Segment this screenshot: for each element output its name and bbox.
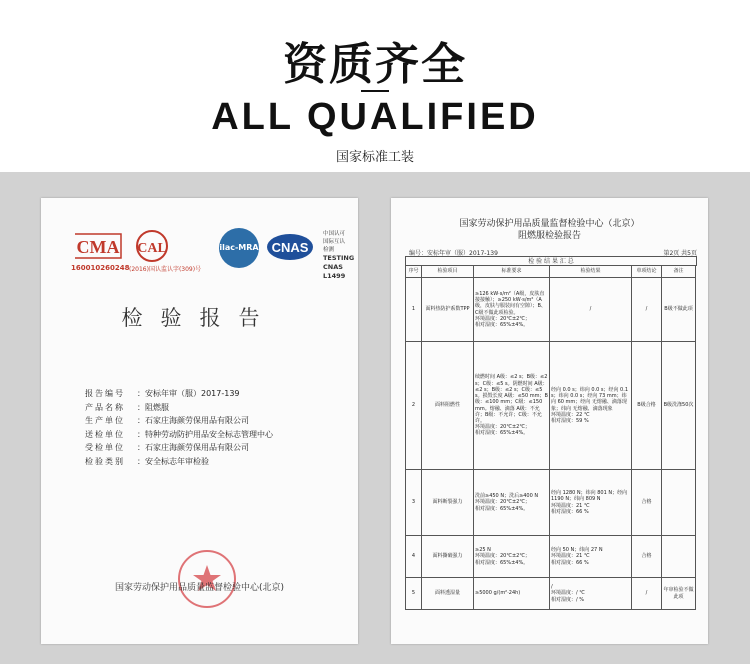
page-title-english: ALL QUALIFIED — [211, 96, 539, 138]
cma-icon — [71, 230, 125, 262]
official-seal-icon — [176, 548, 238, 610]
table-header-row: 序号 检验项目 标准要求 检验结果 单项结论 备注 — [406, 266, 696, 278]
field-inspection-type: 检验类别 ：安全标志年审检验 — [85, 456, 209, 466]
cnas-text: 中国认可 国际互认 检测 TESTING CNAS L1499 — [323, 231, 355, 280]
svg-text:CMA: CMA — [76, 237, 120, 257]
cnas-icon — [266, 232, 314, 262]
issuing-authority: 国家劳动保护用品质量监督检验中心(北京) — [114, 583, 285, 593]
page-title: 资质齐全 — [283, 39, 467, 90]
certification-logos — [71, 228, 355, 280]
table-row: 4 面料撕破强力 ≥25 N 环境温度：20℃±2℃； 相对湿度：65%±4%。 经向 50 N；纬向 27 N 环境温度：21 ℃ 相对湿度：66 % 合格 — [406, 536, 696, 578]
report-number: 编号：安标年审（服）2017-139 — [409, 250, 498, 257]
cal-icon — [129, 228, 175, 264]
result-summary-page — [391, 198, 708, 644]
field-product-name: 产品名称 ：阻燃服 — [85, 402, 169, 412]
field-manufacturer: 生产单位 ：石家庄海颜劳保用品有限公司 — [85, 416, 249, 425]
report-title: 检验报告 — [121, 306, 278, 330]
header — [0, 0, 750, 172]
cal-number: (2016)国认监认字(309)号 — [129, 266, 202, 273]
page-subtitle: 国家标准工装 — [335, 150, 414, 165]
title-divider — [361, 90, 389, 92]
table-row: 3 面料断裂强力 洗前≥450 N；洗后≥400 N 环境温度：20℃±2℃； 相对湿度：65%±4%。 经向 1280 N；纬向 801 N；经向 1190 N；纬向 809 N 环境温度：21 ℃ 相对湿度：66 % 合格 — [406, 470, 696, 536]
cnas-logo — [266, 232, 314, 262]
table-row: 5 面料透湿量 ≥5000 g/(m²·24h) / 环境温度：/ ℃ 相对湿度：/ % / 年审检验不做此项 — [406, 578, 696, 610]
summary-heading: 检 验 结 果 汇 总 — [405, 256, 697, 266]
report-cover — [41, 198, 358, 644]
field-report-no: 报告编号 ：安标年审（服）2017-139 — [85, 389, 240, 398]
results-table — [405, 265, 696, 610]
cma-logo — [71, 230, 125, 262]
svg-text:CNAS: CNAS — [271, 240, 309, 255]
field-inspected-unit: 受检单位 ：石家庄海颜劳保用品有限公司 — [85, 443, 249, 452]
page-indicator: 第2页 共5页 — [663, 250, 697, 257]
ilac-mra-logo: ilac-MRA — [219, 228, 259, 268]
svg-text:CAL: CAL — [137, 241, 167, 256]
table-row: 1 面料热防护系数TPP ≥126 kW·s/m²（A级，皮肤直接接触）；≥250 kW·s/m²（A级，皮肤与服装间有空隙）；B、C级不做此项检验。 环境温度：20℃±2℃； 相对湿度：65%±4%。 / / B级不做此项 — [406, 278, 696, 342]
field-submitter: 送检单位 ：特种劳动防护用品安全标志管理中心 — [85, 429, 273, 439]
cal-logo — [129, 228, 175, 264]
report-fields — [85, 388, 345, 469]
table-row: 2 面料阻燃性 续燃时间 A级：≤2 s；B级：≤2 s；C级：≤5 s。阴燃时间 A级：≤2 s；B级：≤2 s；C级：≤5 s。损毁长度 A级：≤50 mm；B级：≤100 mm；C级：≤150 mm。熔融、滴落 A级：不允许；B级：不允许；C级：不允许。 环境温度：20℃±2℃； 相对湿度：65%±4%。 经向 0.0 s；纬向 0.0 s；经向 0.1 s；纬向 0.0 s；经向 73 mm；纬向 60 mm；经向 无熔融、滴落现象；纬向 无熔融、滴落现象 环境温度：22 ℃ 相对湿度：59 % B级合格 B级洗涤50次 — [406, 342, 696, 470]
cma-number: 160010260248 — [71, 264, 130, 272]
summary-title: 国家劳动保护用品质量监督检验中心（北京） 阻燃服检验报告 — [459, 219, 640, 241]
